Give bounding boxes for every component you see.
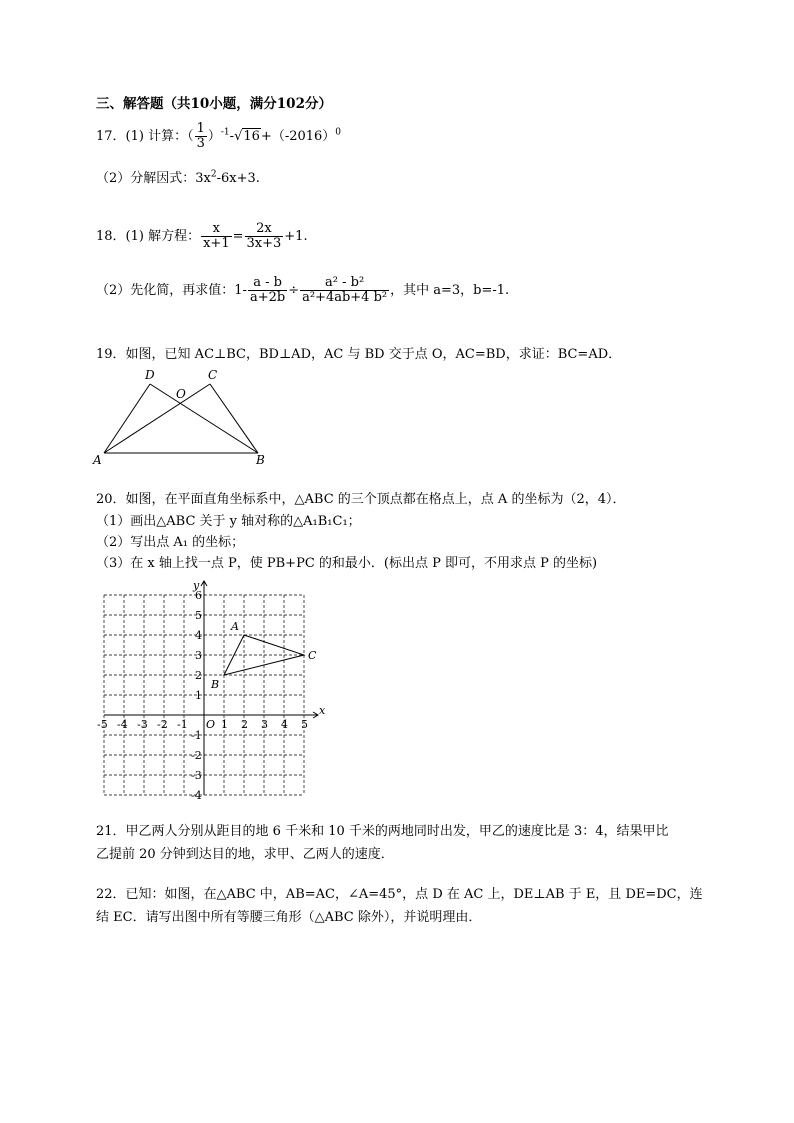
q19-label-O: O xyxy=(176,387,186,401)
q20-sub2: （2）写出点 A₁ 的坐标； xyxy=(96,535,245,550)
q18-p2-label: （2）先化简，再求值：1- xyxy=(96,283,247,298)
q17-frac-den: 3 xyxy=(196,136,205,151)
point-label-A: A xyxy=(231,620,239,633)
y-tick-label: 3 xyxy=(195,649,202,662)
x-tick-label: -1 xyxy=(177,718,188,731)
q18-equals: = xyxy=(232,229,244,244)
q21-line1: 21．甲乙两人分别从距目的地 6 千米和 10 千米的两地同时出发，甲乙的速度比是 3：4，结果甲比 xyxy=(96,824,669,839)
q17-part1: 17．(1) 计算：（ $\frac{1}{3}$ ）$^{-1}-√16+(-2016)^0$ xyxy=(96,121,342,151)
q19-label-B: B xyxy=(256,453,265,467)
q18-divide: ÷ xyxy=(288,283,300,298)
x-tick-label: 3 xyxy=(261,718,268,731)
y-tick-label: 6 xyxy=(195,589,202,602)
q19-label-A: A xyxy=(93,453,102,467)
q17-frac-num: 1 xyxy=(196,121,205,136)
q19-figure xyxy=(88,362,278,472)
q18-f4-num: a² - b² xyxy=(300,276,389,291)
q17-radicand: 16 xyxy=(243,129,260,144)
q18-f3-den: a+2b xyxy=(249,290,286,305)
x-tick-label: -2 xyxy=(157,718,168,731)
y-tick-label: 5 xyxy=(195,609,202,622)
point-label-C: C xyxy=(308,649,317,662)
q20-coordinate-grid xyxy=(80,570,340,810)
x-tick-label: 4 xyxy=(281,718,288,731)
q22-line2: 结 EC．请写出图中所有等腰三角形（△ABC 除外），并说明理由． xyxy=(96,910,482,925)
x-tick-label: 5 xyxy=(301,718,308,731)
q18-fraction4 xyxy=(300,276,389,305)
q18-f1-den: x+1 xyxy=(203,236,230,251)
x-tick-label: -5 xyxy=(97,718,108,731)
q18-f3-num: a - b xyxy=(248,276,287,291)
x-tick-label: 1 xyxy=(221,718,228,731)
origin-label: O xyxy=(206,718,216,731)
q17-p1-tail: +（-2016） xyxy=(260,129,336,144)
q20-text: 20．如图，在平面直角坐标系中，△ABC 的三个顶点都在格点上，点 A 的坐标为（2，4）． xyxy=(96,492,626,507)
y-axis-label: y xyxy=(193,579,200,592)
q17-p2-tail: -6x+3. xyxy=(216,171,260,186)
q19-label-D: D xyxy=(145,368,155,382)
q17-minus: - xyxy=(229,129,235,144)
q18-part1 xyxy=(96,222,308,252)
q18-f1-num: x xyxy=(201,222,232,237)
q21-line2: 乙提前 20 分钟到达目的地，求甲、乙两人的速度． xyxy=(96,847,394,862)
q18-p1-tail: +1. xyxy=(284,229,308,244)
q18-f2-den: 3x+3 xyxy=(246,236,282,251)
q22-line1: 22．已知：如图，在△ABC 中，AB=AC，∠A=45°，点 D 在 AC 上，DE⊥AB 于 E，且 DE=DC，连 xyxy=(96,887,703,902)
q18-p2-tail: ，其中 a=3，b=-1. xyxy=(390,283,510,298)
q20-sub3: （3）在 x 轴上找一点 P，使 PB+PC 的和最小．(标出点 P 即可，不用求点 P 的坐标) xyxy=(96,556,598,571)
q17-fraction xyxy=(195,122,207,151)
point-label-B: B xyxy=(211,678,220,691)
q18-p1-label: 18．(1) 解方程： xyxy=(96,229,201,244)
x-tick-label: -3 xyxy=(137,718,148,731)
q18-fraction3 xyxy=(248,276,287,305)
x-tick-label: -4 xyxy=(117,718,128,731)
y-tick-label: -1 xyxy=(191,729,202,742)
y-tick-label: 1 xyxy=(195,689,202,702)
q18-part2 xyxy=(96,274,509,308)
q17-exp: -1 xyxy=(220,127,230,138)
x-tick-label: 2 xyxy=(241,718,248,731)
y-tick-label: -3 xyxy=(191,769,202,782)
q17-p2-exp: 2 xyxy=(210,169,217,180)
q18-f2-num: 2x xyxy=(245,222,284,237)
section-title: 三、解答题（共10小题，满分102分） xyxy=(96,96,332,112)
y-tick-label: 4 xyxy=(195,629,202,642)
q18-f4-den: a²+4ab+4 b² xyxy=(302,290,388,305)
y-tick-label: -2 xyxy=(191,749,202,762)
q17-p2-label: （2）分解因式：3x xyxy=(96,171,211,186)
x-axis-label: x xyxy=(319,704,326,717)
q17-tail-exp: 0 xyxy=(335,127,342,138)
q19-label-C: C xyxy=(208,368,218,382)
q18-fraction2 xyxy=(245,222,284,251)
q18-fraction1 xyxy=(201,222,232,251)
q19-text: 19．如图，已知 AC⊥BC，BD⊥AD，AC 与 BD 交于点 O，AC=BD，求证：BC=AD． xyxy=(96,347,622,362)
q20-sub1: （1）画出△ABC 关于 y 轴对称的△A₁B₁C₁； xyxy=(96,514,361,529)
y-tick-label: 2 xyxy=(195,669,202,682)
y-tick-label: -4 xyxy=(191,789,202,802)
q17-p1-label: 17．(1) 计算：（ xyxy=(96,129,194,144)
q17-part2 xyxy=(96,171,260,187)
